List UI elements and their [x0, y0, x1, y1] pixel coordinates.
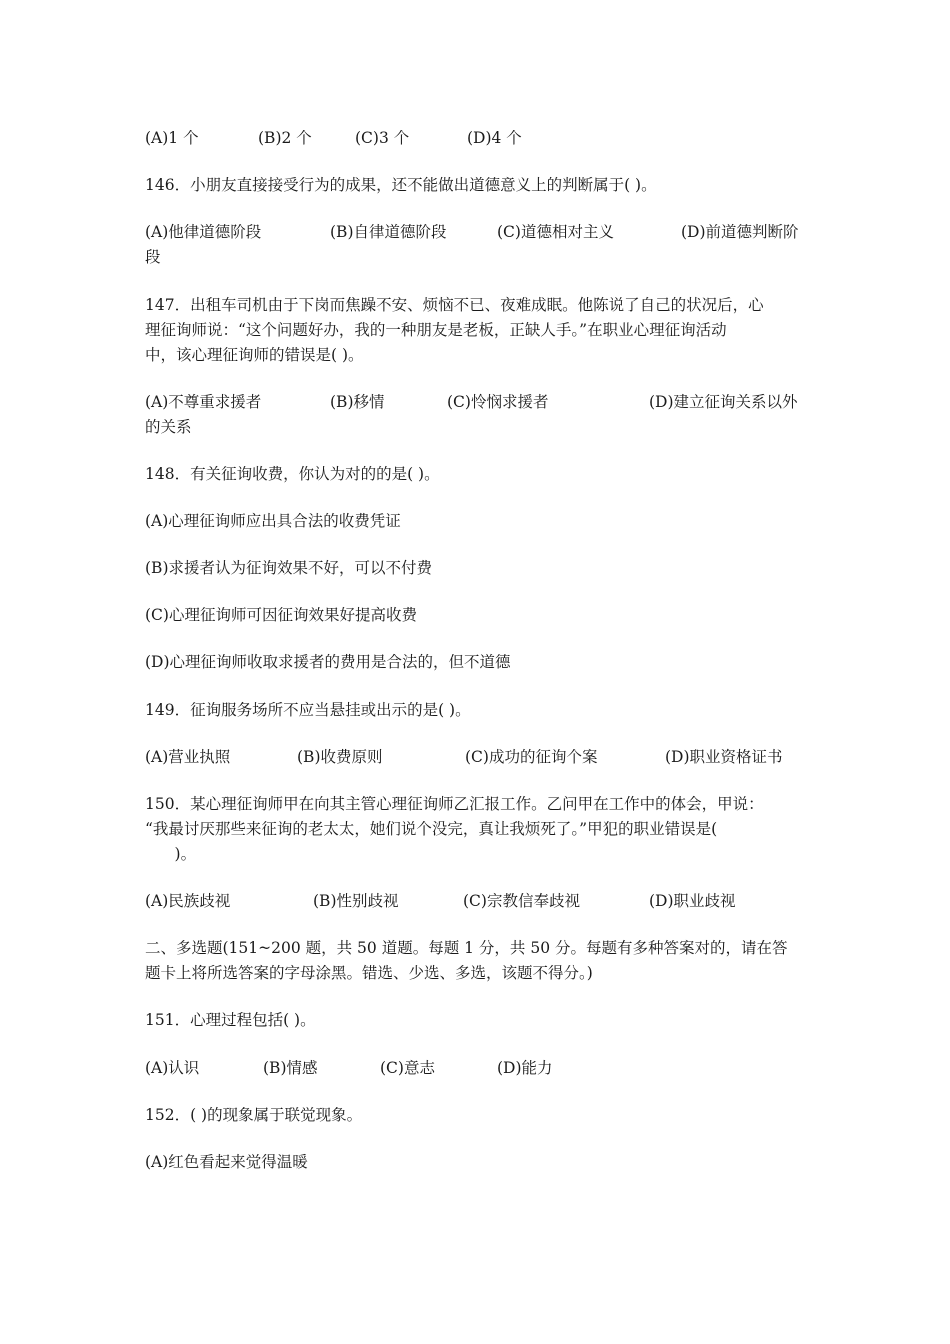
q146-option-continuation: 段 [145, 248, 161, 266]
q148-option-c: (C)心理征询师可因征询效果好提高收费 [145, 606, 417, 624]
q151-stem: 151．心理过程包括( )。 [145, 1011, 316, 1029]
q147-option-c: (C)怜悯求援者 [447, 393, 549, 411]
q149-option-a: (A)营业执照 [145, 748, 231, 766]
q145-option-a: (A)1 个 [145, 129, 199, 147]
q145-option-c: (C)3 个 [355, 129, 410, 147]
q150-stem-line-2: “我最讨厌那些来征询的老太太，她们说个没完，真让我烦死了。”甲犯的职业错误是( [145, 820, 718, 838]
q151-option-c: (C)意志 [380, 1059, 435, 1077]
q148-stem: 148．有关征询收费，你认为对的的是( )。 [145, 465, 440, 483]
q148-option-a: (A)心理征询师应出具合法的收费凭证 [145, 512, 401, 530]
q149-option-d: (D)职业资格证书 [665, 748, 783, 766]
q149-option-c: (C)成功的征询个案 [465, 748, 598, 766]
q146-option-d: (D)前道德判断阶 [681, 223, 799, 241]
q147-option-b: (B)移情 [330, 393, 385, 411]
q146-option-a: (A)他律道德阶段 [145, 223, 262, 241]
q150-stem-line-1: 150．某心理征询师甲在向其主管心理征询师乙汇报工作。乙问甲在工作中的体会，甲说： [145, 795, 764, 813]
q147-stem-line-2: 理征询师说：“这个问题好办，我的一种朋友是老板，正缺人手。”在职业心理征询活动 [145, 321, 727, 339]
q150-option-c: (C)宗教信奉歧视 [463, 892, 580, 910]
q150-option-b: (B)性别歧视 [313, 892, 399, 910]
q149-stem: 149．征询服务场所不应当悬挂或出示的是( )。 [145, 701, 471, 719]
q146-option-c: (C)道德相对主义 [497, 223, 614, 241]
q147-option-continuation: 的关系 [145, 418, 192, 436]
section2-heading-line-1: 二、多选题(151~200 题，共 50 道题。每题 1 分，共 50 分。每题有多种答案对的，请在答 [145, 939, 788, 957]
q148-option-d: (D)心理征询师收取求援者的费用是合法的，但不道德 [145, 653, 511, 671]
q145-option-b: (B)2 个 [258, 129, 312, 147]
q151-option-b: (B)情感 [263, 1059, 318, 1077]
q152-stem: 152．( )的现象属于联觉现象。 [145, 1106, 363, 1124]
q151-option-a: (A)认识 [145, 1059, 200, 1077]
q152-option-a: (A)红色看起来觉得温暖 [145, 1153, 308, 1171]
q146-option-b: (B)自律道德阶段 [330, 223, 447, 241]
q151-option-d: (D)能力 [497, 1059, 553, 1077]
q150-stem-line-3: )。 [145, 845, 197, 863]
q147-stem-line-3: 中，该心理征询师的错误是( )。 [145, 346, 364, 364]
q150-option-d: (D)职业歧视 [649, 892, 736, 910]
q147-option-d: (D)建立征询关系以外 [649, 393, 798, 411]
q150-option-a: (A)民族歧视 [145, 892, 231, 910]
q146-stem: 146．小朋友直接接受行为的成果，还不能做出道德意义上的判断属于( )。 [145, 176, 657, 194]
q147-option-a: (A)不尊重求援者 [145, 393, 262, 411]
q148-option-b: (B)求援者认为征询效果不好，可以不付费 [145, 559, 432, 577]
section2-heading-line-2: 题卡上将所选答案的字母涂黑。错选、少选、多选，该题不得分。) [145, 964, 593, 982]
q147-stem-line-1: 147．出租车司机由于下岗而焦躁不安、烦恼不已、夜难成眠。他陈说了自己的状况后，心 [145, 296, 764, 314]
q149-option-b: (B)收费原则 [297, 748, 383, 766]
q145-option-d: (D)4 个 [467, 129, 522, 147]
